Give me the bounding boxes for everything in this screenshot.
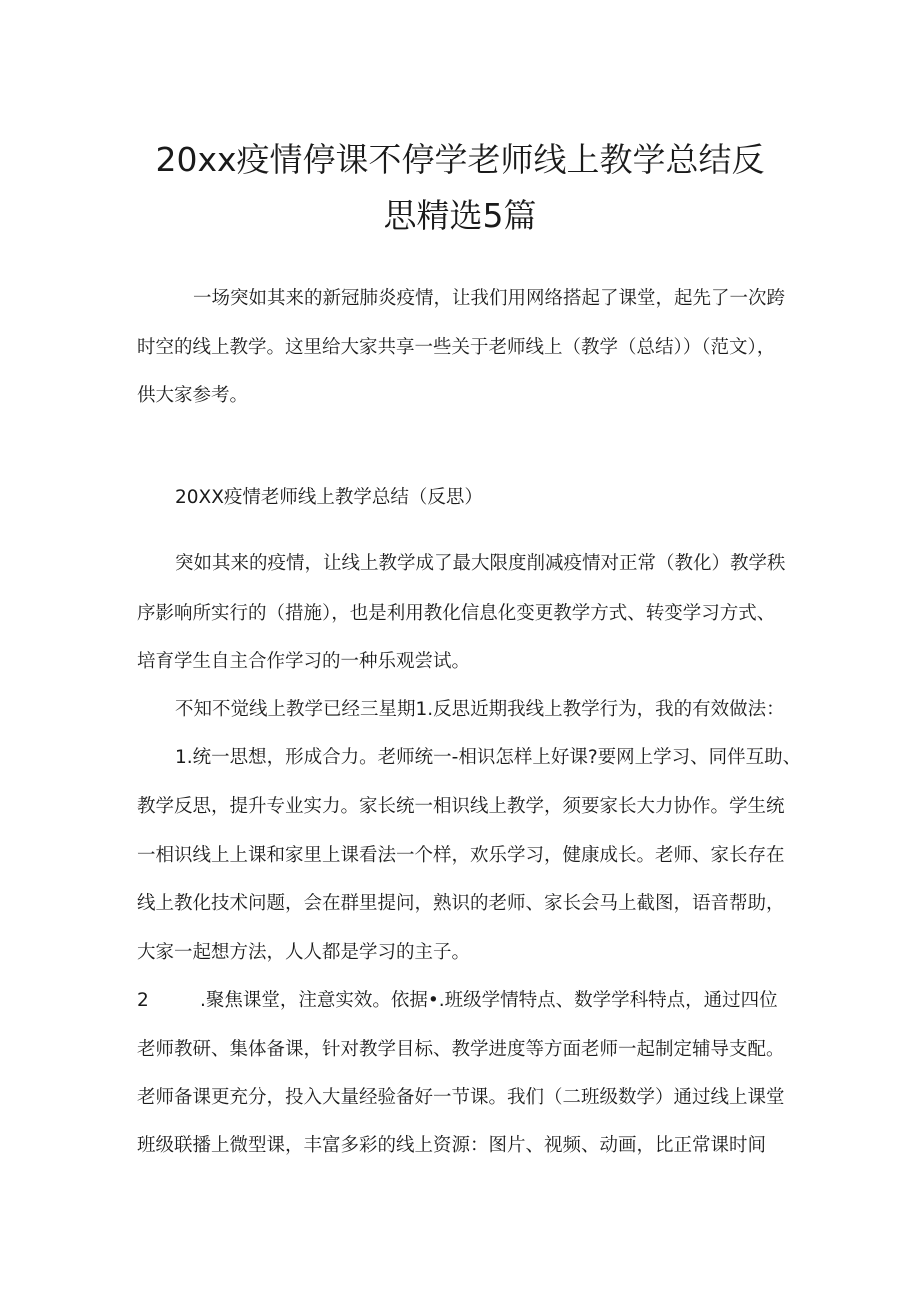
- para1-line-2: 序影响所实行的（措施），也是利用教化信息化变更教学方式、转变学习方式、: [137, 603, 776, 624]
- intro-line-1: 一场突如其来的新冠肺炎疫情，让我们用网络搭起了课堂，起先了一次跨: [193, 288, 786, 309]
- document-title-line-1: 20xx疫情停课不停学老师线上教学总结反: [155, 140, 765, 179]
- intro-line-2: 时空的线上教学。这里给大家共享一些关于老师线上（教学（总结））（范文），: [137, 337, 776, 358]
- para1-line-1: 突如其来的疫情，让线上教学成了最大限度削减疫情对正常（教化）教学秩: [175, 553, 786, 574]
- section-heading: 20XX疫情老师线上教学总结（反思）: [175, 487, 483, 508]
- point2-line-2: 老师教研、集体备课，针对教学目标、教学进度等方面老师一起制定辅导支配。: [137, 1039, 785, 1060]
- document-title-line-2: 思精选5篇: [383, 196, 537, 235]
- point2-line-3: 老师备课更充分，投入大量经验备好一节课。我们（二班级数学）通过线上课堂: [137, 1087, 785, 1108]
- point1-line-5: 大家一起想方法，人人都是学习的主子。: [137, 942, 471, 963]
- point2-line-4: 班级联播上微型课，丰富多彩的线上资源：图片、视频、动画，比正常课时间: [137, 1135, 767, 1156]
- point2-line-1: .聚焦课堂，注意实效。依据•.班级学情特点、数学学科特点，通过四位: [200, 990, 778, 1011]
- point1-line-4: 线上教化技术问题，会在群里提问，熟识的老师、家长会马上截图，语音帮助，: [137, 893, 785, 914]
- point1-line-1: 1.统一思想，形成合力。老师统一-相识怎样上好课?要网上学习、同伴互助、: [175, 747, 802, 768]
- point2-number: 2: [137, 990, 149, 1011]
- point1-line-2: 教学反思，提升专业实力。家长统一相识线上教学，须要家长大力协作。学生统: [137, 796, 785, 817]
- para2-line: 不知不觉线上教学已经三星期1.反思近期我线上教学行为，我的有效做法：: [175, 699, 785, 720]
- para1-line-3: 培育学生自主合作学习的一种乐观尝试。: [137, 651, 471, 672]
- point1-line-3: 一相识线上上课和家里上课看法一个样，欢乐学习，健康成长。老师、家长存在: [137, 845, 785, 866]
- intro-line-3: 供大家参考。: [137, 385, 249, 406]
